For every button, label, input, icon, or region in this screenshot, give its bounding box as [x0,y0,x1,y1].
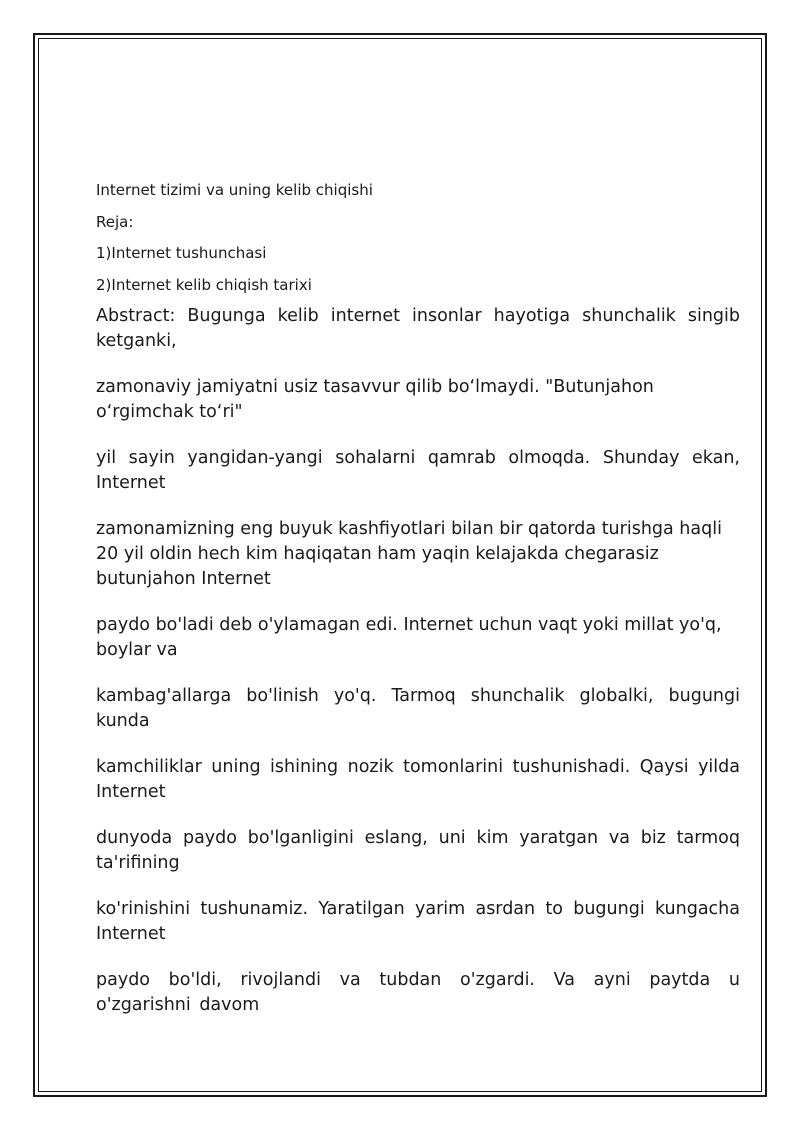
paragraph: kambag'allarga bo'linish yo'q. Tarmoq shunchalik globalki, bugungi kunda [96,686,740,731]
paragraph: paydo bo'ladi deb o'ylamagan edi. Internet uchun vaqt yoki millat yo'q, boylar va [96,615,722,660]
paragraph: yil sayin yangidan-yangi sohalarni qamrab olmoqda. Shunday ekan, Internet [96,448,740,493]
plan-item: 2)Internet kelib chiqish tarixi [96,275,312,294]
paragraph: dunyoda paydo bo'lganligini eslang, uni kim yaratgan va biz tarmoq ta'rifining [96,828,740,873]
document-body [96,180,740,1039]
paragraph: zamonamizning eng buyuk kashfiyotlari bilan bir qatorda turishga haqli 20 yil oldin hech kim haqiqatan ham yaqin kelajakda chegarasiz butunjahon Internet [96,519,722,589]
document-title: Internet tizimi va uning kelib chiqishi [96,181,373,199]
paragraph: paydo bo'ldi, rivojlandi va tubdan o'zgardi. Va ayni paytda u o'zgarishni davom [96,970,740,1015]
paragraph: zamonaviy jamiyatni usiz tasavvur qilib bo‘lmaydi. "Butunjahon o‘rgimchak to‘ri" [96,377,654,422]
paragraph: kamchiliklar uning ishining nozik tomonlarini tushunishadi. Qaysi yilda Internet [96,757,740,802]
paragraph: ko'rinishini tushunamiz. Yaratilgan yarim asrdan to bugungi kungacha Internet [96,899,740,944]
plan-item: 1)Internet tushunchasi [96,244,267,262]
plan-heading: Reja: [96,212,134,231]
paragraph: Abstract: Bugunga kelib internet insonlar hayotiga shunchalik singib ketganki, [96,306,740,351]
